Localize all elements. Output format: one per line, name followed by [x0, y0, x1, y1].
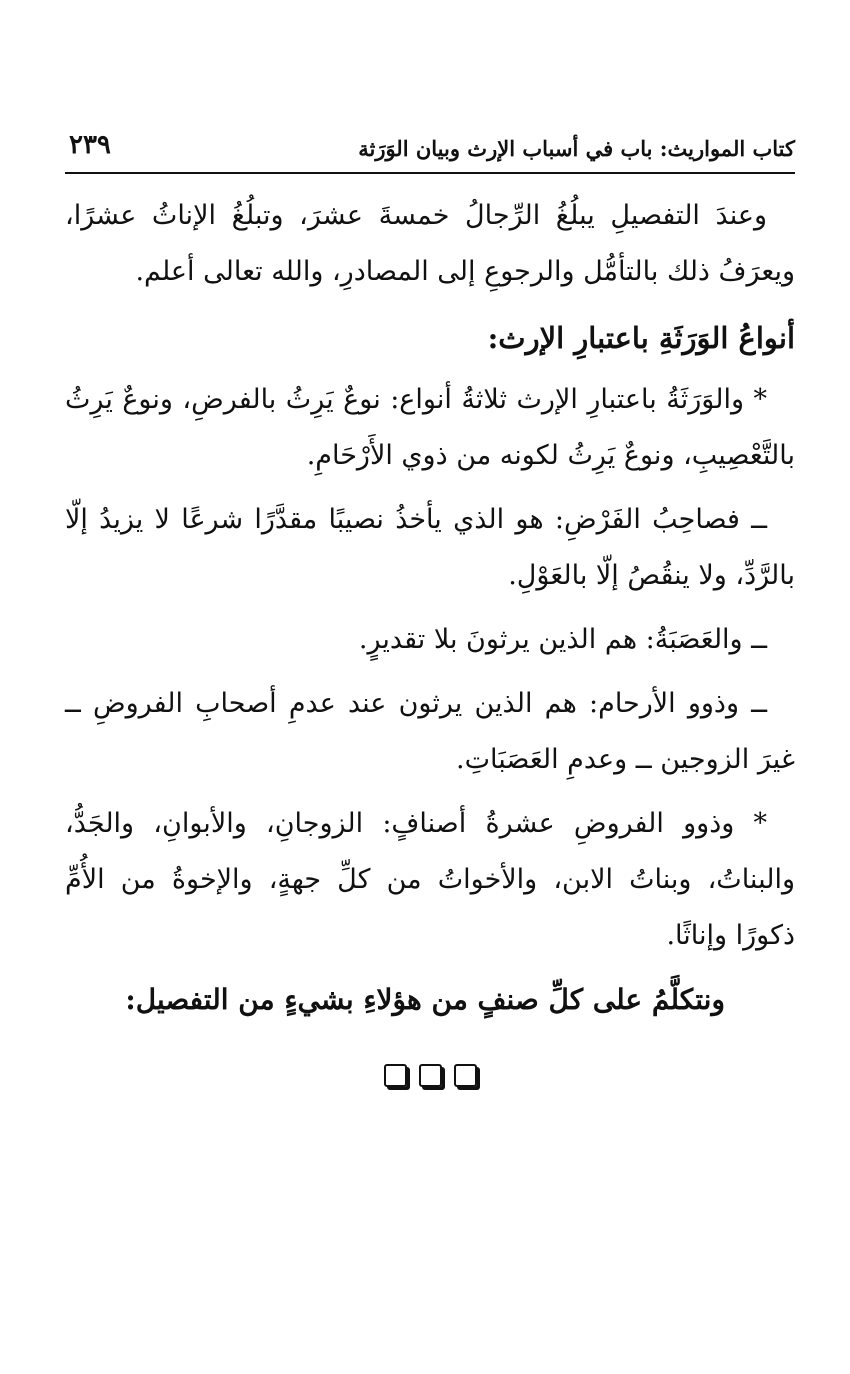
- section-heading: أنواعُ الوَرَثَةِ باعتبارِ الإرث:: [487, 321, 795, 355]
- square-ornament-icon: [384, 1064, 407, 1087]
- paragraph-arham: ــ وذوو الأرحام: هم الذين يرثون عند عدمِ أصحابِ الفروضِ ــ غيرَ الزوجين ــ وعدمِ العَصَبَاتِ.: [65, 688, 795, 775]
- closing-line: ونتكلَّمُ على كلِّ صنفٍ من هؤلاءِ بشيءٍ من التفصيل:: [125, 983, 725, 1016]
- page-number: ٢٣٩: [69, 130, 111, 160]
- page-body: [65, 188, 795, 1028]
- paragraph-asaba: ــ والعَصَبَةُ: هم الذين يرثونَ بلا تقديرٍ.: [358, 624, 767, 655]
- square-ornament-icon: [454, 1064, 477, 1087]
- running-title: كتاب المواريث: باب في أسباب الإرث وبيان الوَرَثة: [358, 136, 795, 161]
- paragraph-fard: ــ فصاحِبُ الفَرْضِ: هو الذي يأخذُ نصيبًا مقدَّرًا شرعًا لا يزيدُ إلّا بالرَّدِّ، ولا ينقُصُ إلّا بالعَوْلِ.: [65, 504, 795, 591]
- page-header: [65, 120, 795, 174]
- book-page: [65, 120, 795, 1087]
- square-ornament-icon: [419, 1064, 442, 1087]
- paragraph-furud-classes: * وذوو الفروضِ عشرةُ أصنافٍ: الزوجانِ، والأبوانِ، والجَدُّ، والبناتُ، وبناتُ الابن، والأخواتُ من كلِّ جهةٍ، والإخوةُ من الأُمِّ ذكورًا وإناثًا.: [65, 808, 795, 951]
- paragraph-intro: وعندَ التفصيلِ يبلُغُ الرِّجالُ خمسةَ عشرَ، وتبلُغُ الإناثُ عشرًا، ويعرَفُ ذلك بالتأمُّل والرجوعِ إلى المصادرِ، والله تعالى أعلم.: [65, 200, 795, 287]
- paragraph-types: * والوَرَثَةُ باعتبارِ الإرث ثلاثةُ أنواع: نوعٌ يَرِثُ بالفرضِ، ونوعٌ يَرِثُ بالتَّعْصِيبِ، ونوعٌ يَرِثُ لكونه من ذوي الأَرْحَامِ.: [65, 384, 795, 471]
- end-of-section-marks: [65, 1064, 795, 1087]
